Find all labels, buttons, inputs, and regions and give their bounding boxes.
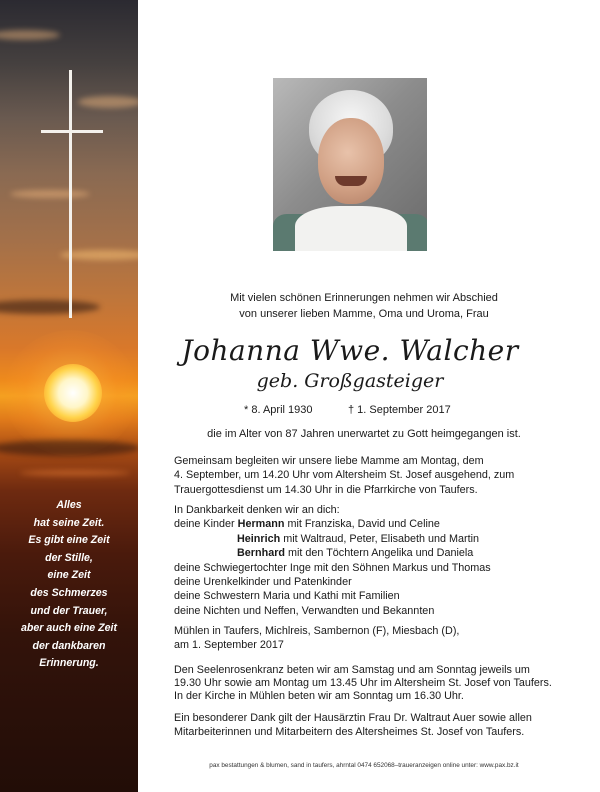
family-line: deine Nichten und Neffen, Verwandten und Bekannten xyxy=(174,604,435,617)
rosary-line: Den Seelenrosenkranz beten wir am Samstag und am Sonntag jeweils um xyxy=(174,664,530,676)
age-line: die im Alter von 87 Jahren unerwartet zu Gott heimgegangen ist. xyxy=(207,428,521,440)
child-name: Heinrich xyxy=(237,532,281,545)
rosary-line: 19.30 Uhr sowie am Montag um 13.45 Uhr im Altersheim St. Josef von Taufers. xyxy=(174,676,552,689)
cloud-decoration xyxy=(0,440,138,456)
funeral-line: Trauergottesdienst um 14.30 Uhr in die Pfarrkirche von Taufers. xyxy=(174,483,478,496)
quote-line: aber auch eine Zeit xyxy=(21,622,117,635)
quote-line: und der Trauer, xyxy=(30,604,108,617)
child-name: Bernhard xyxy=(237,547,285,560)
children-prefix: deine Kinder xyxy=(174,518,235,531)
child-details: mit den Töchtern Angelika und Daniela xyxy=(288,547,474,560)
death-date: † 1. September 2017 xyxy=(348,404,451,416)
child-name: Hermann xyxy=(237,518,285,531)
cross-icon xyxy=(41,130,103,133)
thanks-line: Mitarbeiterinnen und Mitarbeitern des Altersheimes St. Josef von Taufers. xyxy=(174,726,525,739)
funeral-line: 4. September, um 14.20 Uhr vom Altersheim St. Josef ausgehend, zum xyxy=(174,469,515,482)
quote-line: Alles xyxy=(56,499,82,511)
intro-line: Mit vielen schönen Erinnerungen nehmen wir Abschied xyxy=(230,292,498,304)
quote-line: Erinnerung. xyxy=(39,657,99,670)
portrait-smile xyxy=(335,176,367,186)
portrait-photo xyxy=(273,78,427,251)
sunset-sidebar xyxy=(0,0,138,792)
place-date xyxy=(174,624,554,653)
thanks-line: Ein besonderer Dank gilt der Hausärztin Frau Dr. Waltraut Auer sowie allen xyxy=(174,712,532,724)
quote-line: eine Zeit xyxy=(47,569,91,582)
family-child-line xyxy=(174,532,554,546)
footer-imprint: pax bestattungen & blumen, sand in taufers, ahrntal 0474 652068–traueranzeigen online unter: www.pax.bz.it xyxy=(209,762,519,769)
child-details: mit Franziska, David und Celine xyxy=(287,518,440,531)
quote-line: hat seine Zeit. xyxy=(33,516,105,529)
child-details: mit Waltraud, Peter, Elisabeth und Martin xyxy=(283,532,480,545)
sun-icon xyxy=(44,364,102,422)
thanks-text xyxy=(174,711,554,740)
cloud-decoration xyxy=(0,30,60,40)
quote-line: der dankbaren xyxy=(32,639,106,652)
rosary-line: In der Kirche in Mühlen beten wir am Sonntag um 16.30 Uhr. xyxy=(174,689,464,702)
rosary-info xyxy=(174,664,554,702)
funeral-line: Gemeinsam begleiten wir unsere liebe Mamme am Montag, dem xyxy=(174,455,484,467)
quote-line: Es gibt eine Zeit xyxy=(28,534,110,547)
family-line: deine Urenkelkinder und Patenkinder xyxy=(174,576,352,589)
family-child-line xyxy=(174,517,554,531)
family-line: deine Schwestern Maria und Kathi mit Familien xyxy=(174,590,400,603)
intro-line: von unserer lieben Mamme, Oma und Uroma, Frau xyxy=(239,307,489,320)
family-list xyxy=(174,503,554,618)
family-child-line xyxy=(174,546,554,560)
quote-line: des Schmerzes xyxy=(30,586,108,599)
birth-date: * 8. April 1930 xyxy=(244,404,313,416)
cloud-decoration xyxy=(0,300,100,314)
portrait-face xyxy=(318,118,384,204)
cloud-decoration xyxy=(20,470,130,476)
portrait-collar xyxy=(295,206,407,251)
cloud-decoration xyxy=(10,190,90,198)
intro-text xyxy=(172,291,556,322)
cloud-decoration xyxy=(78,96,138,108)
place-line: Mühlen in Taufers, Michlreis, Sambernon (F), Miesbach (D), xyxy=(174,625,460,637)
funeral-info xyxy=(174,454,554,497)
deceased-name: Johanna Wwe. Walcher xyxy=(181,334,519,367)
family-line: deine Schwiegertochter Inge mit den Söhnen Markus und Thomas xyxy=(174,561,491,574)
date-line: am 1. September 2017 xyxy=(174,639,284,652)
quote-block xyxy=(2,497,136,673)
cross-icon xyxy=(69,70,72,318)
maiden-name: geb. Großgasteiger xyxy=(256,370,444,392)
family-intro: In Dankbarkeit denken wir an dich: xyxy=(174,504,340,516)
quote-line: der Stille, xyxy=(45,551,93,564)
